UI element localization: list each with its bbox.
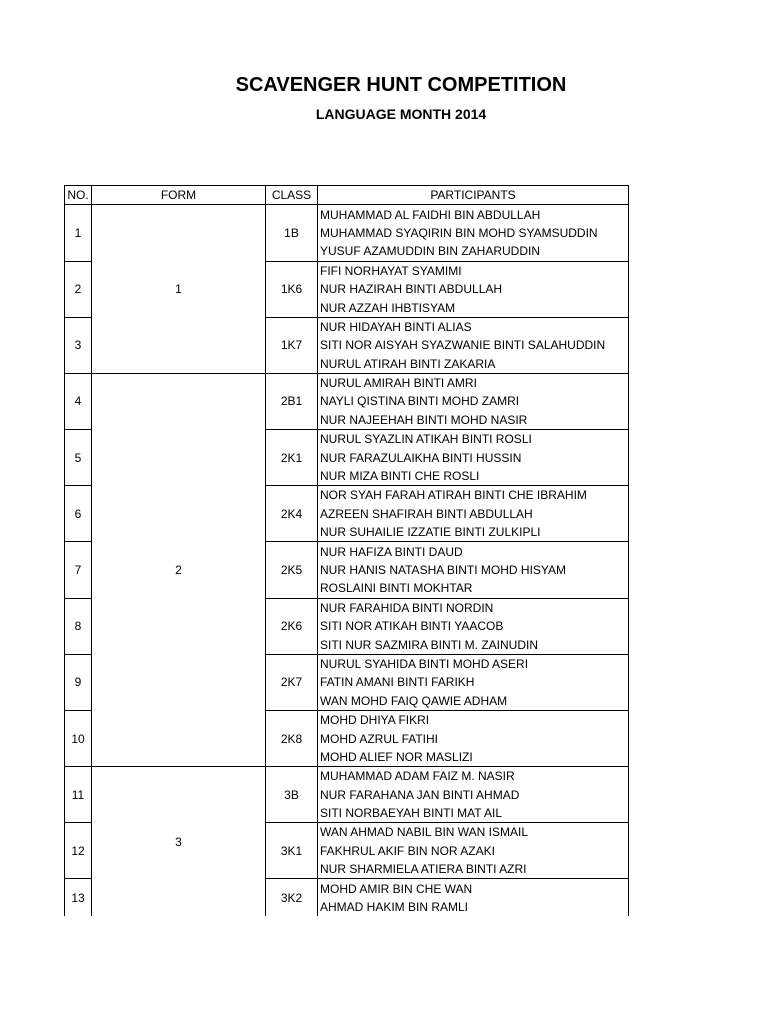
participant-name: NURUL SYAHIDA BINTI MOHD ASERI: [318, 654, 629, 673]
document-subtitle: LANGUAGE MONTH 2014: [315, 106, 487, 122]
row-number: 2: [65, 261, 92, 317]
row-number: 7: [65, 542, 92, 598]
row-number: 11: [65, 767, 92, 823]
form-cell: 3: [92, 767, 266, 917]
row-number: 4: [65, 373, 92, 429]
participant-name: NUR AZZAH IHBTISYAM: [318, 298, 629, 317]
row-number: 9: [65, 654, 92, 710]
header-form: FORM: [92, 186, 266, 205]
row-number: 8: [65, 598, 92, 654]
participant-name: MUHAMMAD AL FAIDHI BIN ABDULLAH: [318, 205, 629, 224]
participant-name: NUR FARAHANA JAN BINTI AHMAD: [318, 786, 629, 804]
table-row: [65, 767, 629, 786]
row-number: 3: [65, 317, 92, 373]
table-header-row: [65, 186, 629, 205]
header-no: NO.: [65, 186, 92, 205]
participant-name: NUR MIZA BINTI CHE ROSLI: [318, 467, 629, 486]
table-row: [65, 205, 629, 224]
participants-table: [64, 185, 629, 916]
participant-name: NOR SYAH FARAH ATIRAH BINTI CHE IBRAHIM: [318, 486, 629, 505]
class-cell: 3B: [266, 767, 318, 823]
class-cell: 2K8: [266, 710, 318, 766]
participant-name: AZREEN SHAFIRAH BINTI ABDULLAH: [318, 505, 629, 523]
participant-name: NUR HIDAYAH BINTI ALIAS: [318, 317, 629, 336]
participant-name: NUR FARAHIDA BINTI NORDIN: [318, 598, 629, 617]
header-participants: PARTICIPANTS: [318, 186, 629, 205]
participant-name: SITI NUR SAZMIRA BINTI M. ZAINUDIN: [318, 635, 629, 654]
participant-name: WAN AHMAD NABIL BIN WAN ISMAIL: [318, 823, 629, 842]
participant-name: MOHD DHIYA FIKRI: [318, 710, 629, 729]
table-row: [65, 373, 629, 392]
participant-name: MOHD AZRUL FATIHI: [318, 729, 629, 747]
class-cell: 2K5: [266, 542, 318, 598]
class-cell: 3K2: [266, 879, 318, 916]
participant-name: ROSLAINI BINTI MOKHTAR: [318, 579, 629, 598]
participant-name: SITI NORBAEYAH BINTI MAT AIL: [318, 804, 629, 823]
document-title: SCAVENGER HUNT COMPETITION: [235, 74, 567, 96]
row-number: 13: [65, 879, 92, 916]
participant-name: FAKHRUL AKIF BIN NOR AZAKI: [318, 842, 629, 860]
class-cell: 1K7: [266, 317, 318, 373]
class-cell: 2B1: [266, 373, 318, 429]
table-body: [65, 205, 629, 916]
participant-name: NURUL SYAZLIN ATIKAH BINTI ROSLI: [318, 430, 629, 449]
participant-name: NURUL AMIRAH BINTI AMRI: [318, 373, 629, 392]
participant-name: NUR HANIS NATASHA BINTI MOHD HISYAM: [318, 561, 629, 579]
row-number: 1: [65, 205, 92, 261]
participant-name: NURUL ATIRAH BINTI ZAKARIA: [318, 355, 629, 374]
participant-name: MUHAMMAD SYAQIRIN BIN MOHD SYAMSUDDIN: [318, 224, 629, 242]
row-number: 5: [65, 430, 92, 486]
participant-name: FIFI NORHAYAT SYAMIMI: [318, 261, 629, 280]
row-number: 12: [65, 823, 92, 879]
participant-name: MOHD AMIR BIN CHE WAN: [318, 879, 629, 898]
class-cell: 2K4: [266, 486, 318, 542]
row-number: 10: [65, 710, 92, 766]
form-cell: 2: [92, 373, 266, 766]
participant-name: NAYLI QISTINA BINTI MOHD ZAMRI: [318, 392, 629, 410]
participant-name: YUSUF AZAMUDDIN BIN ZAHARUDDIN: [318, 242, 629, 261]
class-cell: 3K1: [266, 823, 318, 879]
participant-name: NUR SUHAILIE IZZATIE BINTI ZULKIPLI: [318, 523, 629, 542]
participant-name: SITI NOR ATIKAH BINTI YAACOB: [318, 617, 629, 635]
participant-name: FATIN AMANI BINTI FARIKH: [318, 673, 629, 691]
class-cell: 1K6: [266, 261, 318, 317]
class-cell: 2K1: [266, 430, 318, 486]
participant-name: MOHD ALIEF NOR MASLIZI: [318, 748, 629, 767]
row-number: 6: [65, 486, 92, 542]
participant-name: NUR HAFIZA BINTI DAUD: [318, 542, 629, 561]
participant-name: WAN MOHD FAIQ QAWIE ADHAM: [318, 692, 629, 711]
participant-name: SITI NOR AISYAH SYAZWANIE BINTI SALAHUDDIN: [318, 336, 629, 354]
class-cell: 1B: [266, 205, 318, 261]
participant-name: NUR NAJEEHAH BINTI MOHD NASIR: [318, 411, 629, 430]
participant-name: NUR FARAZULAIKHA BINTI HUSSIN: [318, 448, 629, 466]
form-cell: 1: [92, 205, 266, 374]
participant-name: NUR SHARMIELA ATIERA BINTI AZRI: [318, 860, 629, 879]
participant-name: NUR HAZIRAH BINTI ABDULLAH: [318, 280, 629, 298]
class-cell: 2K7: [266, 654, 318, 710]
participant-name: MUHAMMAD ADAM FAIZ M. NASIR: [318, 767, 629, 786]
class-cell: 2K6: [266, 598, 318, 654]
header-class: CLASS: [266, 186, 318, 205]
participant-name: AHMAD HAKIM BIN RAMLI: [318, 898, 629, 916]
